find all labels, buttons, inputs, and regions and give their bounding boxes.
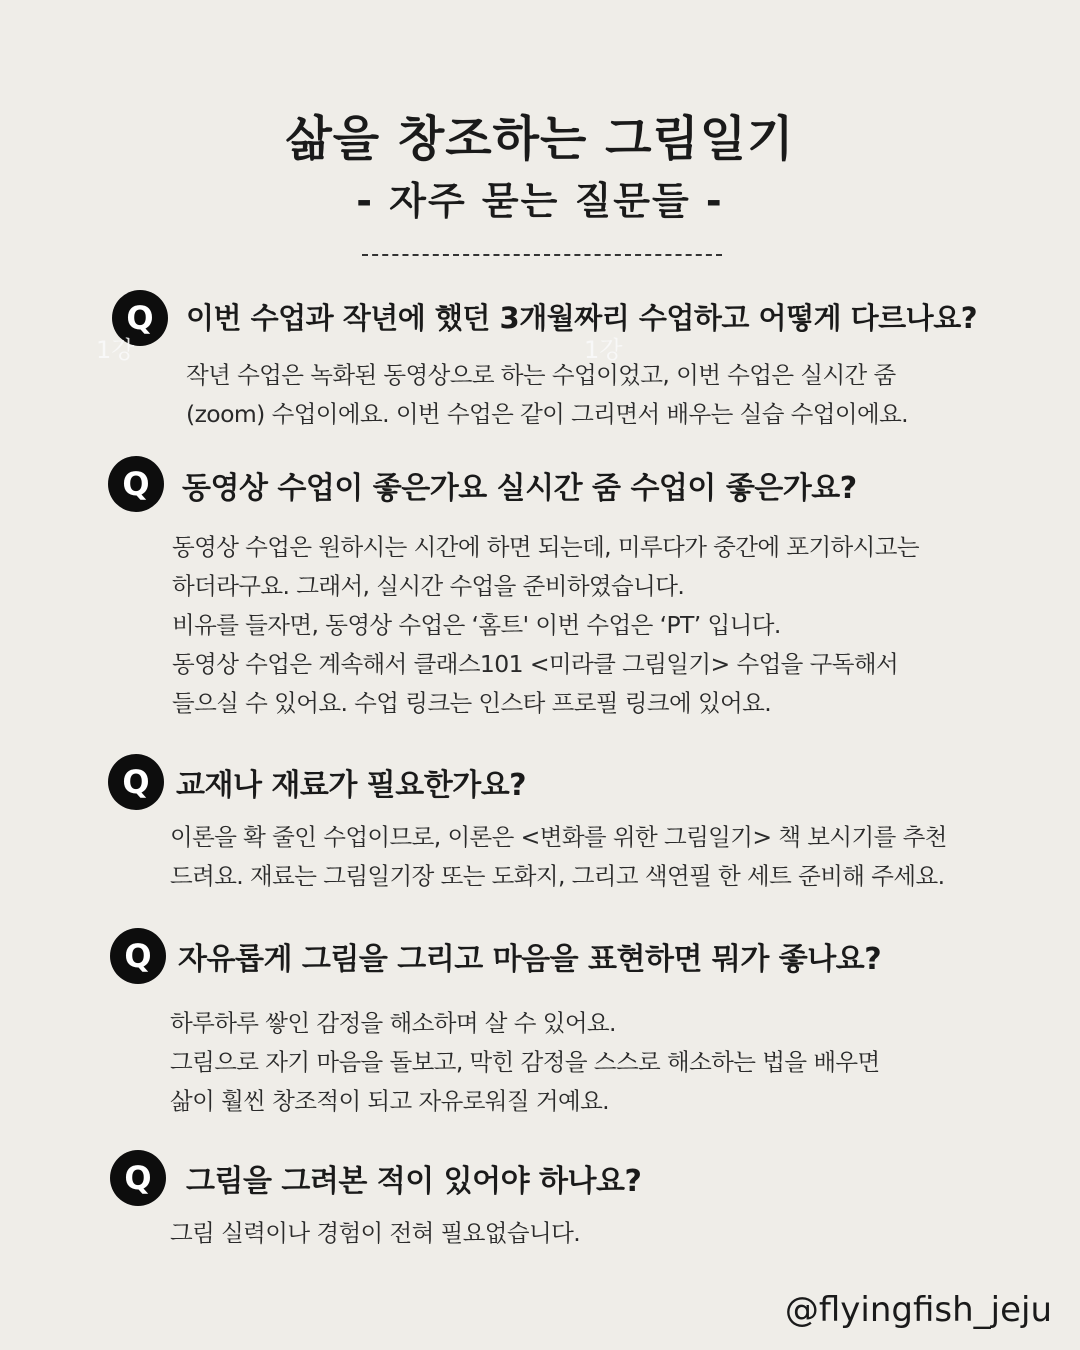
page-title: 삶을 창조하는 그림일기: [285, 111, 795, 167]
faq-answer: [170, 1214, 580, 1253]
ghost-mark: 1강: [584, 336, 623, 364]
answer-line: 그림 실력이나 경험이 전혀 필요없습니다.: [170, 1219, 581, 1247]
q-badge-icon: Q: [110, 928, 166, 984]
faq-question: 교재나 재료가 필요한가요?: [176, 768, 527, 803]
faq-question: 자유롭게 그림을 그리고 마음을 표현하면 뭐가 좋나요?: [178, 942, 882, 977]
instagram-handle: @flyingfish_jeju: [784, 1290, 1052, 1330]
q-badge-icon: Q: [112, 290, 168, 346]
answer-line: 비유를 들자면, 동영상 수업은 ‘홈트' 이번 수업은 ‘PT’ 입니다.: [172, 611, 781, 639]
answer-line: 동영상 수업은 원하시는 시간에 하면 되는데, 미루다가 중간에 포기하시고는: [172, 533, 919, 561]
answer-line: 동영상 수업은 계속해서 클래스101 <미라클 그림일기> 수업을 구독해서: [172, 650, 899, 678]
q-badge-icon: Q: [108, 456, 164, 512]
q-badge-icon: Q: [108, 754, 164, 810]
faq-question: 그림을 그려본 적이 있어야 하나요?: [186, 1164, 642, 1199]
answer-line: 작년 수업은 녹화된 동영상으로 하는 수업이었고, 이번 수업은 실시간 줌: [186, 361, 896, 389]
faq-question: 이번 수업과 작년에 했던 3개월짜리 수업하고 어떻게 다르나요?: [186, 301, 978, 335]
faq-answer: [186, 356, 908, 434]
answer-line: 이론을 확 줄인 수업이므로, 이론은 <변화를 위한 그림일기> 책 보시기를 추천: [170, 823, 947, 851]
ghost-mark: 1강: [96, 336, 135, 364]
answer-line: (zoom) 수업이에요. 이번 수업은 같이 그리면서 배우는 실습 수업이에요.: [186, 400, 909, 428]
faq-answer: [170, 818, 947, 896]
faq-question: 동영상 수업이 좋은가요 실시간 줌 수업이 좋은가요?: [182, 471, 857, 506]
answer-line: 그림으로 자기 마음을 돌보고, 막힌 감정을 스스로 해소하는 법을 배우면: [170, 1048, 880, 1076]
answer-line: 드려요. 재료는 그림일기장 또는 도화지, 그리고 색연필 한 세트 준비해 주세요.: [170, 862, 945, 890]
faq-answer: [170, 1004, 880, 1121]
faq-answer: [172, 528, 919, 723]
answer-line: 하루하루 쌓인 감정을 해소하며 살 수 있어요.: [170, 1009, 616, 1037]
title-divider: [362, 254, 722, 256]
answer-line: 삶이 훨씬 창조적이 되고 자유로워질 거예요.: [170, 1087, 610, 1115]
page-subtitle: - 자주 묻는 질문들 -: [356, 179, 724, 223]
answer-line: 하더라구요. 그래서, 실시간 수업을 준비하였습니다.: [172, 572, 685, 600]
q-badge-icon: Q: [110, 1150, 166, 1206]
answer-line: 들으실 수 있어요. 수업 링크는 인스타 프로필 링크에 있어요.: [172, 689, 772, 717]
